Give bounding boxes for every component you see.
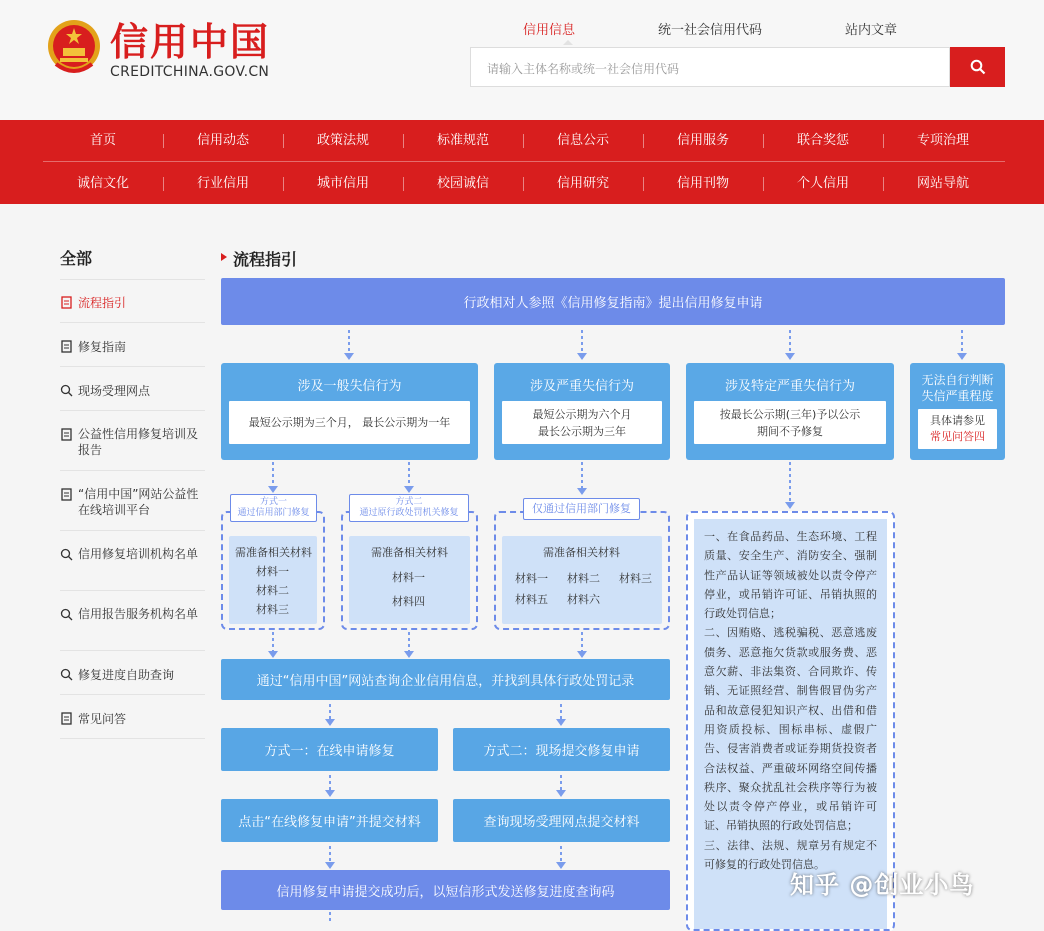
materials-list xyxy=(349,536,470,624)
flow-card-unknown xyxy=(910,363,1005,460)
card-title-line: 失信严重程度 xyxy=(921,389,994,403)
nav-city-credit[interactable]: 城市信用 xyxy=(283,163,403,205)
material-item: 材料一 xyxy=(515,572,548,585)
watermark: 知乎 @创业小鸟 xyxy=(790,871,975,899)
material-item: 材料四 xyxy=(392,595,425,608)
nav-rewards-punishment[interactable]: 联合奖惩 xyxy=(763,120,883,162)
card-title: 涉及一般失信行为 xyxy=(297,379,402,394)
flow-way2-onsite[interactable]: 方式二：现场提交修复申请 xyxy=(453,728,670,771)
materials-list xyxy=(229,536,317,624)
sidebar-item-label: 现场受理网点 xyxy=(78,384,151,398)
nav-industry-credit[interactable]: 行业信用 xyxy=(163,163,283,205)
special-detail-text: 一、在食品药品、生态环境、工程质量、安全生产、消防安全、强制性产品认证等领域被处以责令停产停业，或吊销许可证、吊销执照的行政处罚信息； 二、因贿赂、逃税骗税、恶意逃废债务、恶意拖欠货款或服务费、恶意欠薪、非法集资、合同欺诈、传销、无证照经营、制售假冒伪劣产品和故意侵犯知识产权、出借和借用资质投标、围标串标、虚假广告、侵害消费者或证券期货投资者合法权益、严重破坏网络空间传播秩序、聚众扰乱社会秩序等行为被处以责令停产停业，或吊销许可证、吊销执照的行政处罚信息； 三、法律、法规、规章另有规定不可修复的行政处罚信息。 xyxy=(694,519,887,929)
nav-credit-publications[interactable]: 信用刊物 xyxy=(643,163,763,205)
nav-site-navigation[interactable]: 网站导航 xyxy=(883,163,1003,205)
card-desc-line: 最长公示期为三年 xyxy=(538,425,626,438)
card-desc-line: 期间不予修复 xyxy=(757,425,823,438)
nav-info-public[interactable]: 信息公示 xyxy=(523,120,643,162)
sidebar-item-label: 修复进度自助查询 xyxy=(78,668,175,682)
materials-title: 需准备相关材料 xyxy=(371,546,448,559)
sidebar-item-label: 信用修复培训机构名单 xyxy=(78,547,199,561)
nav-integrity-culture[interactable]: 诚信文化 xyxy=(76,176,129,191)
method1-label xyxy=(230,494,317,522)
serious-method-box xyxy=(494,511,670,630)
material-item: 材料二 xyxy=(567,572,600,585)
material-item: 材料一 xyxy=(392,571,425,584)
card-desc-line: 具体请参见 xyxy=(930,414,985,427)
card-title-line: 无法自行判断 xyxy=(921,373,994,387)
card-title: 涉及特定严重失信行为 xyxy=(724,379,855,394)
serious-method-label: 仅通过信用部门修复 xyxy=(523,498,640,520)
material-item: 材料二 xyxy=(256,584,289,597)
site-logo-text[interactable]: 信用中国 xyxy=(110,19,271,64)
tab-site-articles[interactable]: 站内文章 xyxy=(845,23,898,38)
flow-card-special xyxy=(686,363,894,460)
card-title: 涉及严重失信行为 xyxy=(529,379,634,394)
method1-box xyxy=(221,511,325,630)
nav-standards[interactable]: 标准规范 xyxy=(403,120,523,162)
faq-link[interactable]: 常见问答四 xyxy=(930,430,985,443)
sidebar-item-label: 流程指引 xyxy=(78,296,127,310)
flow-final-step: 信用修复申请提交成功后，以短信形式发送修复进度查询码 xyxy=(221,870,670,910)
materials-title: 需准备相关材料 xyxy=(235,546,312,559)
label-line: 方式一 xyxy=(259,497,287,507)
card-title xyxy=(910,372,1005,404)
material-item: 材料六 xyxy=(567,593,600,606)
section-title: 流程指引 xyxy=(233,250,298,269)
materials-list xyxy=(502,536,662,624)
flow-query-step: 通过“信用中国”网站查询企业信用信息，并找到具体行政处罚记录 xyxy=(221,659,670,700)
flow-onsite-submit: 查询现场受理网点提交材料 xyxy=(453,799,670,842)
card-desc xyxy=(918,409,997,449)
nav-special-governance[interactable]: 专项治理 xyxy=(883,120,1003,162)
flow-top-step: 行政相对人参照《信用修复指南》提出信用修复申请 xyxy=(221,278,1005,325)
nav-policy[interactable]: 政策法规 xyxy=(283,120,403,162)
tab-credit-code[interactable]: 统一社会信用代码 xyxy=(658,23,763,38)
flow-way1-online[interactable]: 方式一：在线申请修复 xyxy=(221,728,438,771)
sidebar-item-label: “信用中国”网站公益性在线培训平台 xyxy=(78,487,199,517)
method2-label xyxy=(349,494,469,522)
flow-card-general xyxy=(221,363,478,460)
label-line: 方式二 xyxy=(395,497,423,507)
card-desc-line: 按最长公示期(三年)予以公示 xyxy=(719,408,861,421)
material-item: 材料三 xyxy=(256,603,289,616)
material-item: 材料三 xyxy=(619,572,652,585)
nav-credit-news[interactable]: 信用动态 xyxy=(163,120,283,162)
nav-campus-integrity[interactable]: 校园诚信 xyxy=(403,163,523,205)
label-line: 通过原行政处罚机关修复 xyxy=(359,508,459,518)
nav-credit-service[interactable]: 信用服务 xyxy=(643,120,763,162)
card-desc-line: 最短公示期为六个月 xyxy=(532,408,632,421)
method2-box xyxy=(341,511,478,630)
sidebar-item-label: 修复指南 xyxy=(78,340,127,354)
card-desc: 最短公示期为三个月， 最长公示期为一年 xyxy=(229,401,470,444)
flow-card-serious xyxy=(494,363,670,460)
site-domain: CREDITCHINA.GOV.CN xyxy=(110,64,270,80)
sidebar-title: 全部 xyxy=(60,249,93,268)
sidebar-item-label: 信用报告服务机构名单 xyxy=(78,607,199,621)
card-desc xyxy=(694,401,886,444)
nav-personal-credit[interactable]: 个人信用 xyxy=(763,163,883,205)
material-item: 材料一 xyxy=(256,565,289,578)
card-desc xyxy=(502,401,662,444)
sidebar-item-label: 常见问答 xyxy=(78,712,127,726)
material-item: 材料五 xyxy=(515,593,548,606)
nav-home[interactable]: 首页 xyxy=(89,133,116,148)
search-input[interactable]: 请输入主体名称或统一社会信用代码 xyxy=(470,47,950,87)
nav-credit-research[interactable]: 信用研究 xyxy=(523,163,643,205)
label-line: 通过信用部门修复 xyxy=(237,508,310,518)
tab-credit-info[interactable]: 信用信息 xyxy=(523,23,576,38)
materials-title: 需准备相关材料 xyxy=(543,546,620,559)
sidebar-item-label: 公益性信用修复培训及报告 xyxy=(78,427,199,457)
flow-online-submit: 点击“在线修复申请”并提交材料 xyxy=(221,799,438,842)
